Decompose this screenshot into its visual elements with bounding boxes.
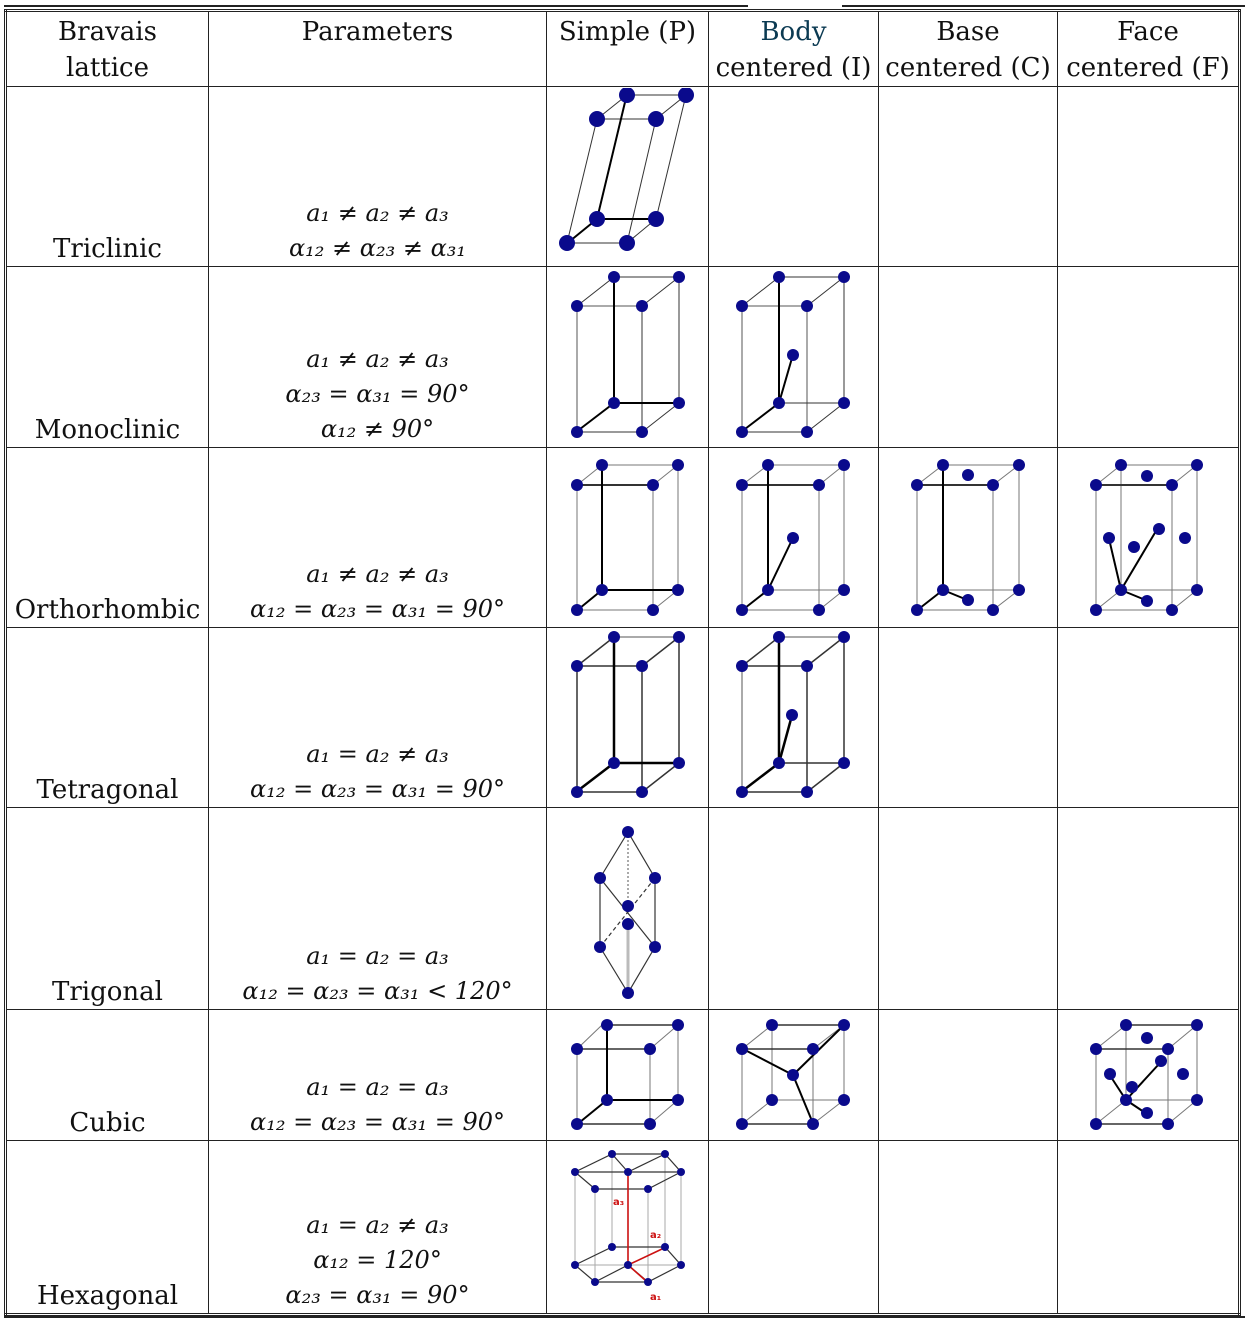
header-simple: Simple (P) — [547, 11, 709, 87]
table-row-tetragonal — [6, 628, 1240, 808]
lattice-parameters: a₁ ≠ a₂ ≠ a₃ α₁₂ ≠ α₂₃ ≠ α₃₁ — [209, 87, 547, 267]
table-row-cubic — [6, 1010, 1240, 1141]
cubic-simple-diagram — [547, 1011, 708, 1140]
hexagonal-base-empty — [879, 1141, 1058, 1315]
hexagonal-simple-diagram — [547, 1141, 708, 1313]
lattice-name: Tetragonal — [6, 628, 209, 808]
orthorhombic-simple-diagram — [547, 449, 708, 627]
orthorhombic-body-cell — [709, 448, 879, 628]
lattice-parameters: a₁ = a₂ = a₃ α₁₂ = α₂₃ = α₃₁ < 120° — [209, 808, 547, 1010]
bravais-lattice-table — [4, 9, 1241, 1316]
cubic-face-cell — [1058, 1010, 1240, 1141]
tetragonal-simple-diagram — [547, 629, 708, 807]
lattice-name: Hexagonal — [6, 1141, 209, 1315]
trigonal-face-empty — [1058, 808, 1240, 1010]
orthorhombic-simple-cell — [547, 448, 709, 628]
tetragonal-body-cell — [709, 628, 879, 808]
cubic-base-empty — [879, 1010, 1058, 1141]
header-base-centered: Base centered (C) — [879, 11, 1058, 87]
header-parameters: Parameters — [209, 11, 547, 87]
bottom-rule — [4, 1316, 1245, 1318]
header-row — [6, 11, 1240, 87]
table-row-monoclinic — [6, 267, 1240, 448]
lattice-parameters: a₁ = a₂ = a₃ α₁₂ = α₂₃ = α₃₁ = 90° — [209, 1010, 547, 1141]
hexagonal-simple-cell — [547, 1141, 709, 1315]
tetragonal-base-empty — [879, 628, 1058, 808]
hex-a3-label: a₃ — [613, 1197, 625, 1208]
orthorhombic-base-diagram — [879, 449, 1057, 627]
orthorhombic-face-diagram — [1058, 449, 1238, 627]
header-face-centered: Face centered (F) — [1058, 11, 1240, 87]
top-rule-gap — [748, 3, 842, 8]
cubic-face-diagram — [1058, 1011, 1238, 1140]
lattice-parameters: a₁ ≠ a₂ ≠ a₃ α₂₃ = α₃₁ = 90° α₁₂ ≠ 90° — [209, 267, 547, 448]
lattice-name: Trigonal — [6, 808, 209, 1010]
cubic-body-cell — [709, 1010, 879, 1141]
monoclinic-body-diagram — [709, 269, 878, 447]
monoclinic-face-empty — [1058, 267, 1240, 448]
trigonal-base-empty — [879, 808, 1058, 1010]
hex-a2-label: a₂ — [650, 1230, 662, 1241]
tetragonal-face-empty — [1058, 628, 1240, 808]
tetragonal-simple-cell — [547, 628, 709, 808]
triclinic-simple-cell — [547, 87, 709, 267]
header-body-centered: Body centered (I) — [709, 11, 879, 87]
trigonal-simple-diagram — [547, 809, 708, 1009]
table-row-triclinic — [6, 87, 1240, 267]
lattice-name: Monoclinic — [6, 267, 209, 448]
cubic-body-diagram — [709, 1011, 878, 1140]
lattice-name: Triclinic — [6, 87, 209, 267]
hexagonal-face-empty — [1058, 1141, 1240, 1315]
lattice-name: Cubic — [6, 1010, 209, 1141]
hexagonal-body-empty — [709, 1141, 879, 1315]
orthorhombic-body-diagram — [709, 449, 878, 627]
monoclinic-simple-cell — [547, 267, 709, 448]
trigonal-simple-cell — [547, 808, 709, 1010]
triclinic-body-empty — [709, 87, 879, 267]
triclinic-simple-diagram — [547, 88, 708, 266]
trigonal-body-empty — [709, 808, 879, 1010]
table-row-trigonal — [6, 808, 1240, 1010]
tetragonal-body-diagram — [709, 629, 878, 807]
cubic-simple-cell — [547, 1010, 709, 1141]
lattice-parameters: a₁ ≠ a₂ ≠ a₃ α₁₂ = α₂₃ = α₃₁ = 90° — [209, 448, 547, 628]
monoclinic-base-empty — [879, 267, 1058, 448]
triclinic-base-empty — [879, 87, 1058, 267]
header-bravais-lattice: Bravais lattice — [6, 11, 209, 87]
orthorhombic-face-cell — [1058, 448, 1240, 628]
triclinic-face-empty — [1058, 87, 1240, 267]
table-row-orthorhombic — [6, 448, 1240, 628]
table-row-hexagonal — [6, 1141, 1240, 1315]
lattice-parameters: a₁ = a₂ ≠ a₃ α₁₂ = α₂₃ = α₃₁ = 90° — [209, 628, 547, 808]
top-rule — [4, 5, 1245, 7]
monoclinic-body-cell — [709, 267, 879, 448]
hex-a1-label: a₁ — [650, 1292, 662, 1303]
lattice-parameters: a₁ = a₂ ≠ a₃ α₁₂ = 120° α₂₃ = α₃₁ = 90° — [209, 1141, 547, 1315]
monoclinic-simple-diagram — [547, 269, 708, 447]
orthorhombic-base-cell — [879, 448, 1058, 628]
lattice-name: Orthorhombic — [6, 448, 209, 628]
